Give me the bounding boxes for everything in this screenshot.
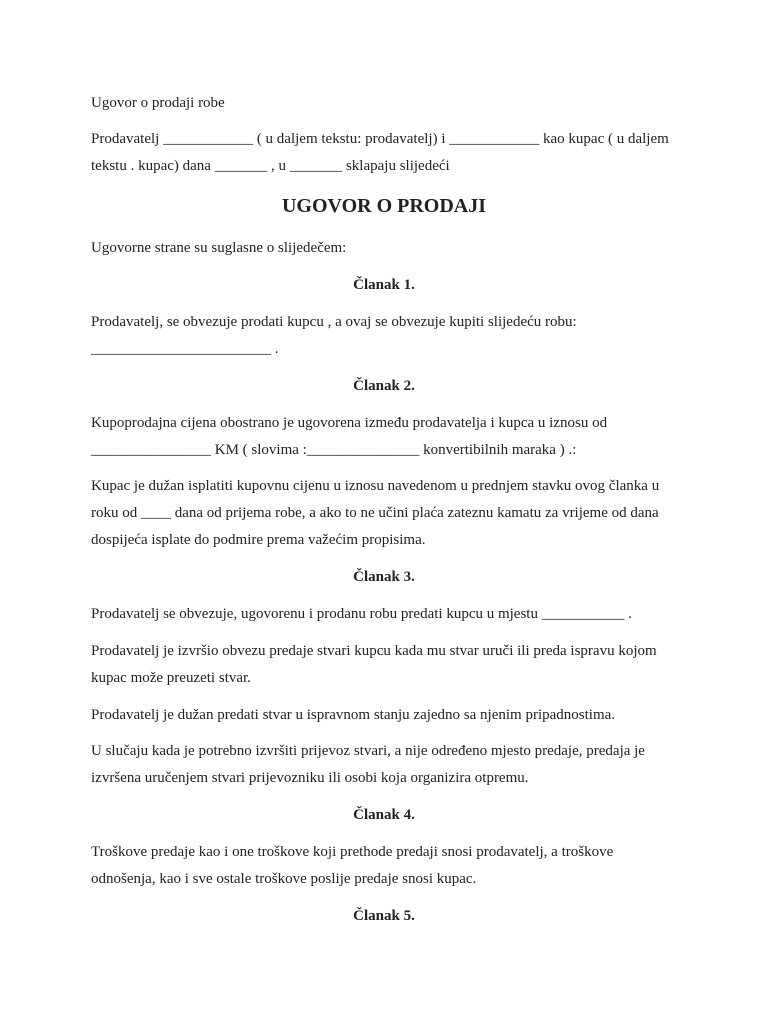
article-heading-block <box>91 373 677 400</box>
intro-line: Prodavatelj ____________ ( u daljem tekstu: prodavatelj) i ____________ kao kupac ( u daljem <box>91 131 669 148</box>
article-heading: Članak 5. <box>353 907 415 924</box>
article-4 <box>91 802 677 893</box>
article-line: Kupoprodajna cijena obostrano je ugovorena između prodavatelja i kupca u iznosu od <box>91 414 608 431</box>
article-5 <box>91 903 677 930</box>
article-2 <box>91 373 677 555</box>
article-heading-block <box>91 802 677 829</box>
article-paragraph <box>91 702 677 729</box>
article-1 <box>91 272 677 363</box>
article-line: ________________ KM ( slovima :_______________ konvertibilnih maraka ) .: <box>91 441 577 458</box>
article-line: Prodavatelj, se obvezuje prodati kupcu , a ovaj se obvezuje kupiti slijedeću robu: <box>91 314 577 331</box>
preamble-paragraph <box>91 235 677 262</box>
article-line: dospijeća isplate do podmire prema važećim propisima. <box>91 532 426 549</box>
article-paragraph <box>91 473 677 554</box>
article-line: roku od ____ dana od prijema robe, a ako to ne učini plaća zateznu kamatu za vrijeme od dana <box>91 505 659 522</box>
article-line: Troškove predaje kao i one troškove koji prethode predaji snosi prodavatelj, a troškove <box>91 844 614 861</box>
article-line: Kupac je dužan isplatiti kupovnu cijenu u iznosu navedenom u prednjem stavku ovog članka u <box>91 478 660 495</box>
article-heading: Članak 2. <box>353 377 415 394</box>
article-heading: Članak 3. <box>353 569 415 586</box>
article-heading-block <box>91 272 677 299</box>
article-paragraph <box>91 410 677 464</box>
article-line: kupac može preuzeti stvar. <box>91 669 251 686</box>
article-heading: Članak 1. <box>353 277 415 294</box>
article-3 <box>91 564 677 792</box>
document-title: UGOVOR O PRODAJI <box>281 195 487 218</box>
article-line: Prodavatelj je izvršio obvezu predaje stvari kupcu kada mu stvar uruči ili preda ispravu kojom <box>91 642 657 659</box>
article-line: Prodavatelj se obvezuje, ugovorenu i prodanu robu predati kupcu u mjestu ___________ . <box>91 606 632 623</box>
article-heading-block <box>91 903 677 930</box>
document-heading: Ugovor o prodaji robe <box>91 94 225 111</box>
article-line: ________________________ . <box>91 341 279 358</box>
article-line: Prodavatelj je dužan predati stvar u ispravnom stanju zajedno sa njenim pripadnostima. <box>91 706 616 723</box>
article-line: U slučaju kada je potrebno izvršiti prijevoz stvari, a nije određeno mjesto predaje, predaja je <box>91 743 645 760</box>
intro-line: tekstu . kupac) dana _______ , u _______ sklapaju slijedeći <box>91 158 450 175</box>
preamble-text: Ugovorne strane su suglasne o slijedečem: <box>91 240 347 257</box>
article-line: odnošenja, kao i sve ostale troškove poslije predaje snosi kupac. <box>91 871 477 888</box>
article-paragraph <box>91 601 677 628</box>
article-heading: Članak 4. <box>353 807 415 824</box>
article-paragraph <box>91 839 677 893</box>
intro-paragraph <box>91 126 677 180</box>
article-paragraph <box>91 309 677 363</box>
article-heading-block <box>91 564 677 591</box>
document-heading-block <box>91 90 677 117</box>
article-paragraph <box>91 738 677 792</box>
article-line: izvršena uručenjem stvari prijevozniku ili osobi koja organizira otpremu. <box>91 770 529 787</box>
article-paragraph <box>91 638 677 692</box>
